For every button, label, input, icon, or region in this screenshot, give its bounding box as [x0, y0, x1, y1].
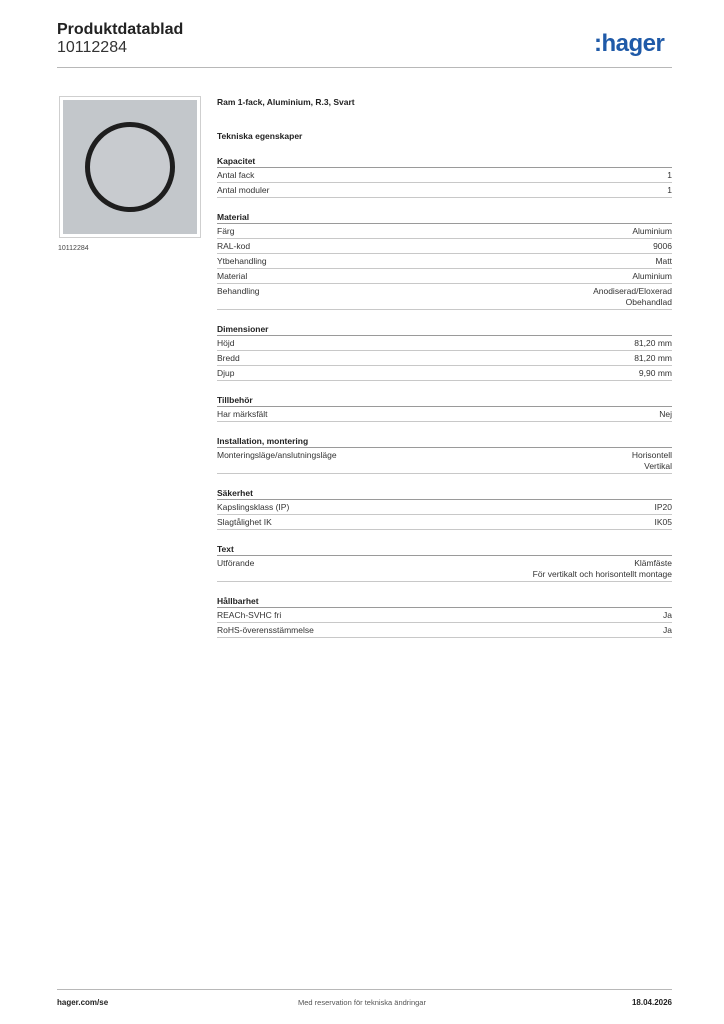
spec-value — [659, 409, 672, 420]
spec-value-line: 9006 — [653, 241, 672, 251]
spec-value — [634, 338, 672, 349]
spec-value — [663, 625, 672, 636]
header-divider — [57, 67, 672, 68]
spec-value-line: Obehandlad — [625, 297, 672, 307]
spec-value-line: Horisontell — [631, 450, 672, 460]
spec-value-line: 1 — [667, 185, 672, 195]
spec-row — [217, 254, 672, 269]
spec-value — [655, 256, 672, 267]
spec-value — [593, 286, 672, 308]
spec-row — [217, 284, 672, 310]
spec-value — [653, 241, 672, 252]
logo-text: hager — [601, 30, 665, 57]
hager-logo: :hager — [594, 30, 665, 57]
spec-row — [217, 351, 672, 366]
spec-section — [217, 323, 672, 381]
spec-content — [217, 96, 672, 638]
spec-section — [217, 211, 672, 310]
spec-value — [639, 368, 672, 379]
spec-row — [217, 515, 672, 530]
product-name: Ram 1-fack, Aluminium, R.3, Svart — [217, 97, 355, 107]
spec-label: REACh-SVHC fri — [217, 610, 282, 620]
frame-plate — [63, 100, 197, 234]
spec-value-line: Ja — [663, 625, 672, 635]
footer-divider — [57, 989, 672, 990]
spec-section — [217, 487, 672, 530]
spec-section — [217, 435, 672, 474]
spec-value — [632, 226, 672, 237]
spec-row — [217, 407, 672, 422]
spec-value — [667, 170, 672, 181]
spec-section — [217, 155, 672, 198]
spec-value-line: 81,20 mm — [634, 353, 672, 363]
spec-value — [667, 185, 672, 196]
section-heading: Installation, montering — [217, 435, 672, 448]
tech-properties-title: Tekniska egenskaper — [217, 131, 303, 141]
spec-value-line: 81,20 mm — [634, 338, 672, 348]
spec-label: Monteringsläge/anslutningsläge — [217, 450, 337, 460]
spec-row — [217, 608, 672, 623]
spec-row — [217, 224, 672, 239]
spec-value-line: Aluminium — [632, 226, 672, 236]
spec-label: Material — [217, 271, 248, 281]
spec-value — [655, 517, 673, 528]
spec-section — [217, 595, 672, 638]
spec-value-line: IP20 — [654, 502, 672, 512]
section-heading: Tillbehör — [217, 394, 672, 407]
spec-value-line: För vertikalt och horisontellt montage — [532, 569, 672, 579]
product-image-caption: 10112284 — [58, 245, 89, 252]
spec-label: Djup — [217, 368, 235, 378]
frame-ring — [85, 122, 175, 212]
spec-value — [632, 271, 672, 282]
spec-row — [217, 183, 672, 198]
page-title: Produktdatablad — [57, 21, 184, 38]
product-image — [59, 96, 201, 238]
spec-value-line: Ja — [663, 610, 672, 620]
spec-label: Utförande — [217, 558, 255, 568]
spec-label: RAL-kod — [217, 241, 251, 251]
spec-section — [217, 394, 672, 422]
spec-value — [634, 353, 672, 364]
footer-website[interactable]: hager.com/se — [57, 998, 109, 1007]
spec-label: Färg — [217, 226, 235, 236]
spec-value-line: 9,90 mm — [638, 368, 672, 378]
spec-label: Bredd — [217, 353, 240, 363]
spec-label: Höjd — [217, 338, 235, 348]
spec-value — [632, 450, 672, 472]
spec-row — [217, 448, 672, 474]
spec-value-line: Nej — [659, 409, 672, 419]
spec-section — [217, 543, 672, 582]
section-heading: Material — [217, 211, 672, 224]
spec-value — [533, 558, 672, 580]
spec-label: Behandling — [217, 286, 260, 296]
section-heading: Text — [217, 543, 672, 556]
spec-row — [217, 239, 672, 254]
document-number: 10112284 — [57, 39, 127, 56]
spec-label: Antal fack — [217, 170, 255, 180]
spec-row — [217, 623, 672, 638]
spec-value-line: 1 — [667, 170, 672, 180]
spec-label: Har märksfält — [217, 409, 268, 419]
spec-label: Ytbehandling — [217, 256, 267, 266]
spec-row — [217, 269, 672, 284]
spec-value-line: Matt — [655, 256, 672, 266]
spec-label: Kapslingsklass (IP) — [217, 502, 290, 512]
spec-row — [217, 168, 672, 183]
spec-row — [217, 556, 672, 582]
spec-row — [217, 366, 672, 381]
spec-sections — [217, 155, 672, 638]
spec-row — [217, 500, 672, 515]
footer-date: 18.04.2026 — [631, 998, 672, 1007]
spec-value-line: IK05 — [654, 517, 672, 527]
section-heading: Dimensioner — [217, 323, 672, 336]
section-heading: Kapacitet — [217, 155, 672, 168]
spec-value-line: Klämfäste — [634, 558, 672, 568]
spec-row — [217, 336, 672, 351]
spec-value-line: Vertikal — [644, 461, 672, 471]
spec-label: Slagtålighet IK — [217, 517, 272, 527]
spec-label: RoHS-överensstämmelse — [217, 625, 314, 635]
spec-value — [663, 610, 672, 621]
section-heading: Säkerhet — [217, 487, 672, 500]
section-heading: Hållbarhet — [217, 595, 672, 608]
spec-label: Antal moduler — [217, 185, 270, 195]
footer-disclaimer: Med reservation för tekniska ändringar — [298, 998, 426, 1007]
spec-value — [655, 502, 673, 513]
spec-value-line: Anodiserad/Eloxerad — [593, 286, 672, 296]
spec-value-line: Aluminium — [632, 271, 672, 281]
